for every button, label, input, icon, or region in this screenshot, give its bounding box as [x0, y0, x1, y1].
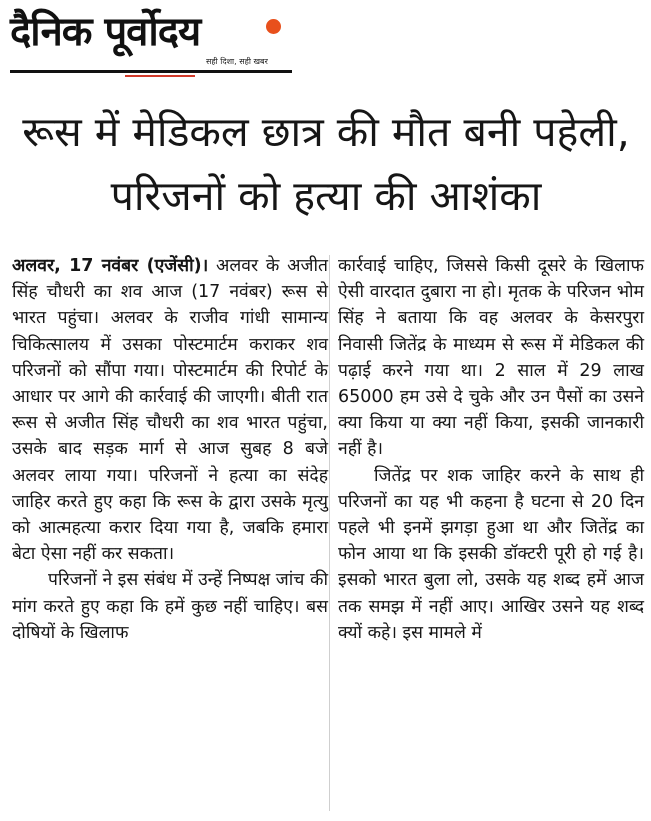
masthead	[10, 8, 292, 74]
article-column-left	[12, 253, 328, 646]
masthead-tagline: सही दिशा, सही खबर	[206, 57, 268, 66]
masthead-accent-line	[125, 75, 195, 77]
column-divider	[329, 255, 330, 811]
article-column-right	[338, 253, 644, 646]
masthead-rule	[10, 70, 292, 73]
article-paragraph-text: अलवर के अजीत सिंह चौधरी का शव आज (17 नवंबर) रूस से भारत पहुंचा। अलवर के राजीव गांधी सामान्य चिकित्सालय में उसका पोस्टमार्टम कराकर शव परिजनों को सौंपा गया। पोस्टमार्टम की रिपोर्ट के आधार पर आगे की कार्रवाई की जाएगी। बीती रात रूस से अजीत सिंह चौधरी का शव भारत पहुंचा, उसके बाद सड़क मार्ग से आज सुबह 8 बजे अलवर लाया गया। परिजनों ने हत्या का संदेह जाहिर करते हुए कहा कि रूस के द्वारा उसके मृत्यु को आत्महत्या करार दिया गया है, जबकि हमारा बेटा ऐसा नहीं कर सकता।	[12, 256, 328, 565]
article-paragraph	[12, 253, 328, 567]
article-paragraph: कार्रवाई चाहिए, जिससे किसी दूसरे के खिलाफ ऐसी वारदात दुबारा ना हो। मृतक के परिजन भोम सिंह ने बताया कि वह अलवर के केसरपुरा निवासी जितेंद्र के माध्यम से रूस में मेडिकल की पढ़ाई करने गया था। 2 साल में 29 लाख 65000 हम उसे दे चुके और उन पैसों का उसने क्या किया या क्या नहीं किया, इसकी जानकारी नहीं है।	[338, 256, 644, 460]
article-paragraph: जितेंद्र पर शक जाहिर करने के साथ ही परिजनों का यह भी कहना है घटना से 20 दिन पहले भी इनमें झगड़ा हुआ था और जितेंद्र का फोन आया था कि इसकी डॉक्टरी पूरी हो गई है। इसको भारत बुला लो, उसके यह शब्द हमें आज तक समझ में नहीं आए। आखिर उसने यह शब्द क्यों कहे। इस मामले में	[338, 465, 644, 643]
article-paragraph: परिजनों ने इस संबंध में उन्हें निष्पक्ष जांच की मांग करते हुए कहा कि हमें कुछ नहीं चाहिए। बस दोषियों के खिलाफ	[12, 570, 328, 643]
article-headline: रूस में मेडिकल छात्र की मौत बनी पहेली, परिजनों को हत्या की आशंका	[22, 108, 630, 220]
logo-dot-icon	[266, 19, 281, 34]
newspaper-logo: दैनिक पूर्वोदय	[10, 9, 201, 55]
article-dateline: अलवर, 17 नवंबर (एजेंसी)।	[12, 256, 209, 276]
